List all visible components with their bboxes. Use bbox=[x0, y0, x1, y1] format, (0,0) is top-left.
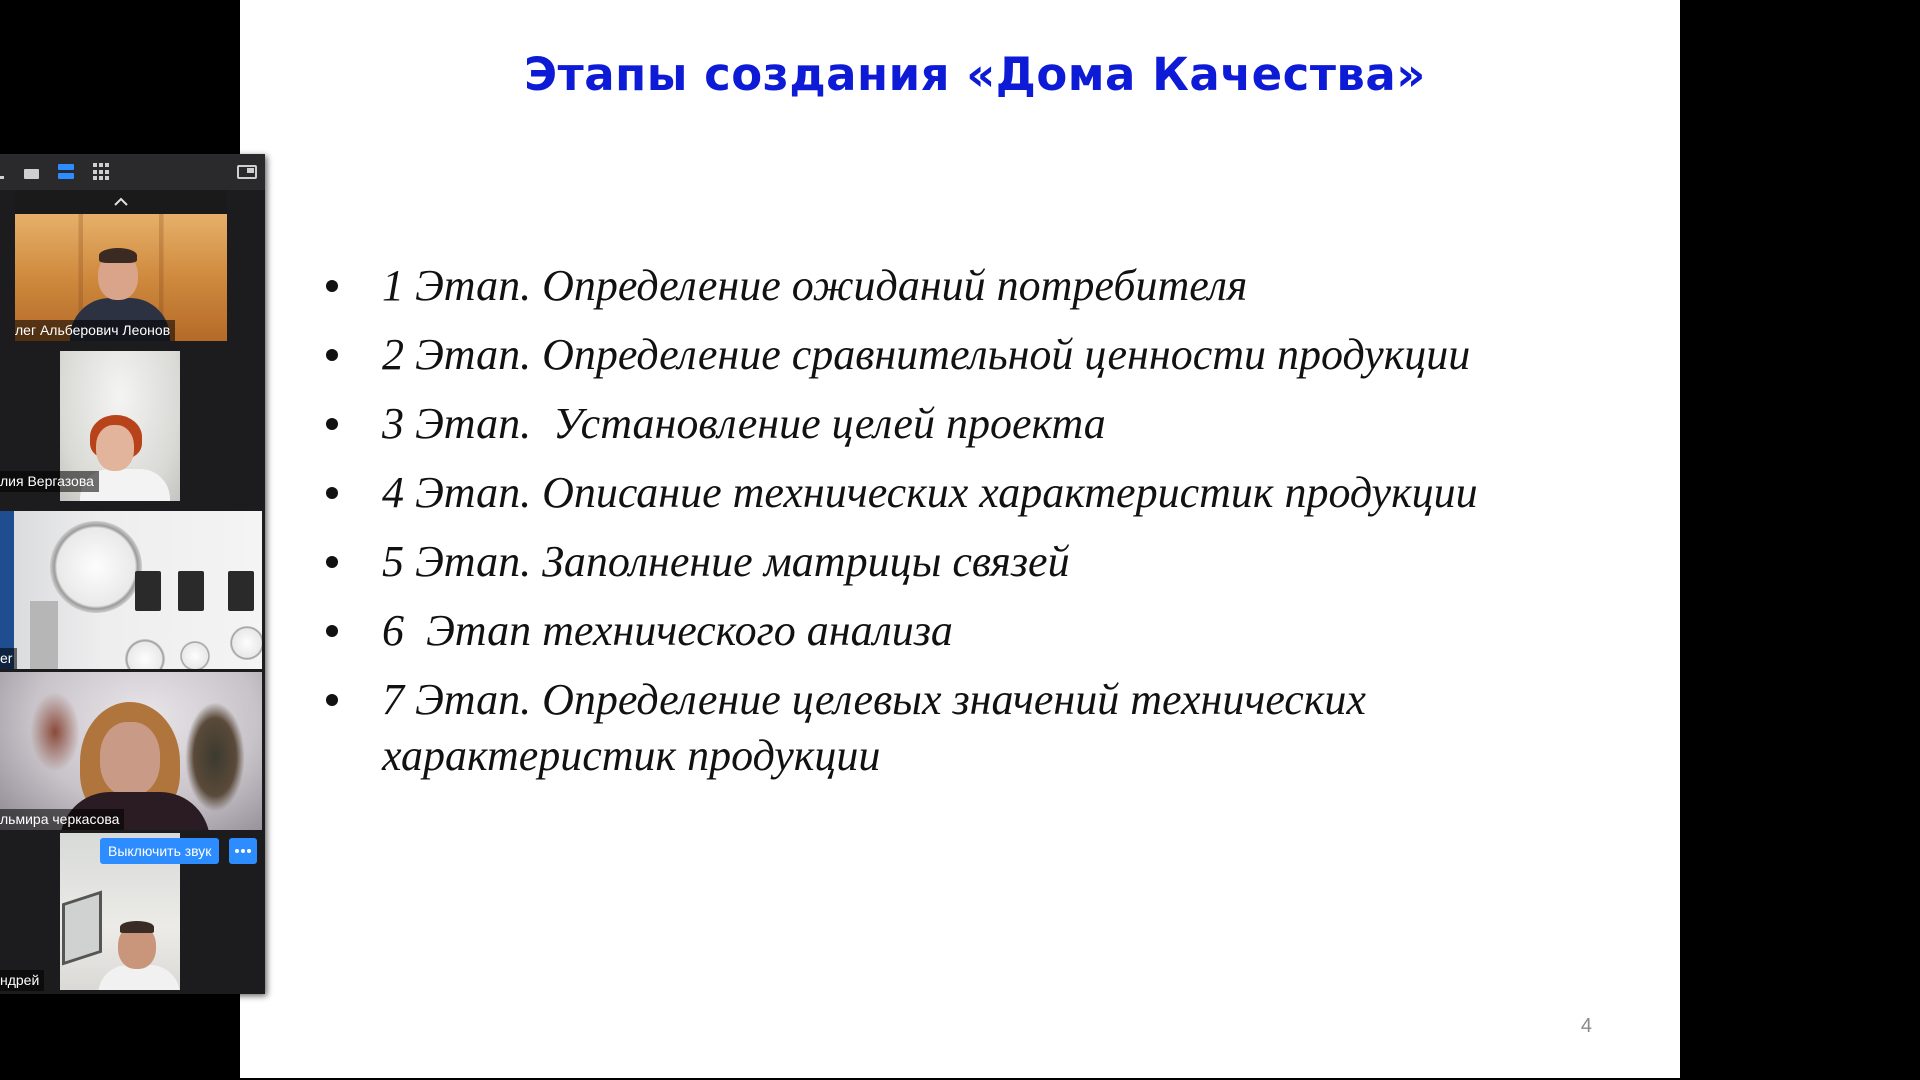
bullet-item: 2 Этап. Определение сравнительной ценности продукции bbox=[320, 327, 1660, 383]
background-flowers bbox=[30, 692, 80, 772]
bullet-list bbox=[320, 258, 1660, 797]
slide-title: Этапы создания «Дома Качества» bbox=[524, 48, 1426, 101]
panel-toolbar bbox=[0, 154, 265, 190]
scroll-up-button[interactable] bbox=[15, 190, 227, 214]
participant-figure bbox=[100, 722, 160, 796]
presentation-slide bbox=[240, 0, 1680, 1078]
minimize-icon[interactable] bbox=[0, 176, 4, 179]
equipment-shape bbox=[178, 571, 204, 611]
participant-name: er bbox=[0, 648, 17, 669]
participant-name: лег Альберович Леонов bbox=[15, 320, 175, 341]
bullet-item: 7 Этап. Определение целевых значений технических характеристик продукции bbox=[320, 672, 1660, 784]
participant-figure bbox=[99, 248, 137, 263]
bullet-item: 1 Этап. Определение ожиданий потребителя bbox=[320, 258, 1660, 314]
strip-view-icon[interactable] bbox=[58, 164, 74, 180]
pressure-gauge-icon bbox=[50, 521, 142, 613]
pressure-gauge-icon bbox=[230, 626, 262, 660]
popout-icon[interactable] bbox=[237, 165, 257, 179]
video-tile[interactable] bbox=[15, 214, 227, 341]
ellipsis-icon bbox=[247, 849, 251, 853]
bullet-dot-icon bbox=[326, 487, 338, 499]
background-flowers bbox=[185, 702, 245, 812]
bullet-dot-icon bbox=[326, 556, 338, 568]
equipment-shape bbox=[30, 601, 58, 669]
participants-video-panel bbox=[0, 154, 265, 994]
bullet-dot-icon bbox=[326, 280, 338, 292]
video-tile[interactable] bbox=[0, 511, 262, 669]
bullet-dot-icon bbox=[326, 694, 338, 706]
participant-name: льмира черкасова bbox=[0, 809, 124, 830]
bullet-dot-icon bbox=[326, 349, 338, 361]
ellipsis-icon bbox=[241, 849, 245, 853]
mute-button[interactable]: Выключить звук bbox=[100, 838, 219, 864]
video-tile[interactable] bbox=[0, 672, 262, 830]
chevron-up-icon bbox=[113, 197, 129, 207]
gallery-view-icon[interactable] bbox=[93, 163, 111, 181]
ellipsis-icon bbox=[235, 849, 239, 853]
participant-name: ндрей bbox=[0, 970, 44, 991]
bullet-item: 5 Этап. Заполнение матрицы связей bbox=[320, 534, 1660, 590]
pressure-gauge-icon bbox=[125, 639, 165, 669]
bullet-item: 4 Этап. Описание технических характеристик продукции bbox=[320, 465, 1660, 521]
more-options-button[interactable] bbox=[229, 838, 257, 864]
equipment-shape bbox=[0, 511, 14, 669]
bullet-dot-icon bbox=[326, 625, 338, 637]
active-speaker-view-icon[interactable] bbox=[24, 169, 39, 179]
equipment-shape bbox=[135, 571, 161, 611]
wall-picture bbox=[62, 891, 102, 966]
bullet-item: 3 Этап. Установление целей проекта bbox=[320, 396, 1660, 452]
slide-page-number: 4 bbox=[1580, 1015, 1592, 1037]
bullet-item: 6 Этап технического анализа bbox=[320, 603, 1660, 659]
participant-name: лия Вергазова bbox=[0, 471, 99, 492]
participant-figure bbox=[120, 921, 154, 933]
equipment-shape bbox=[228, 571, 254, 611]
bullet-dot-icon bbox=[326, 418, 338, 430]
pressure-gauge-icon bbox=[180, 641, 210, 669]
participant-figure bbox=[96, 425, 134, 471]
